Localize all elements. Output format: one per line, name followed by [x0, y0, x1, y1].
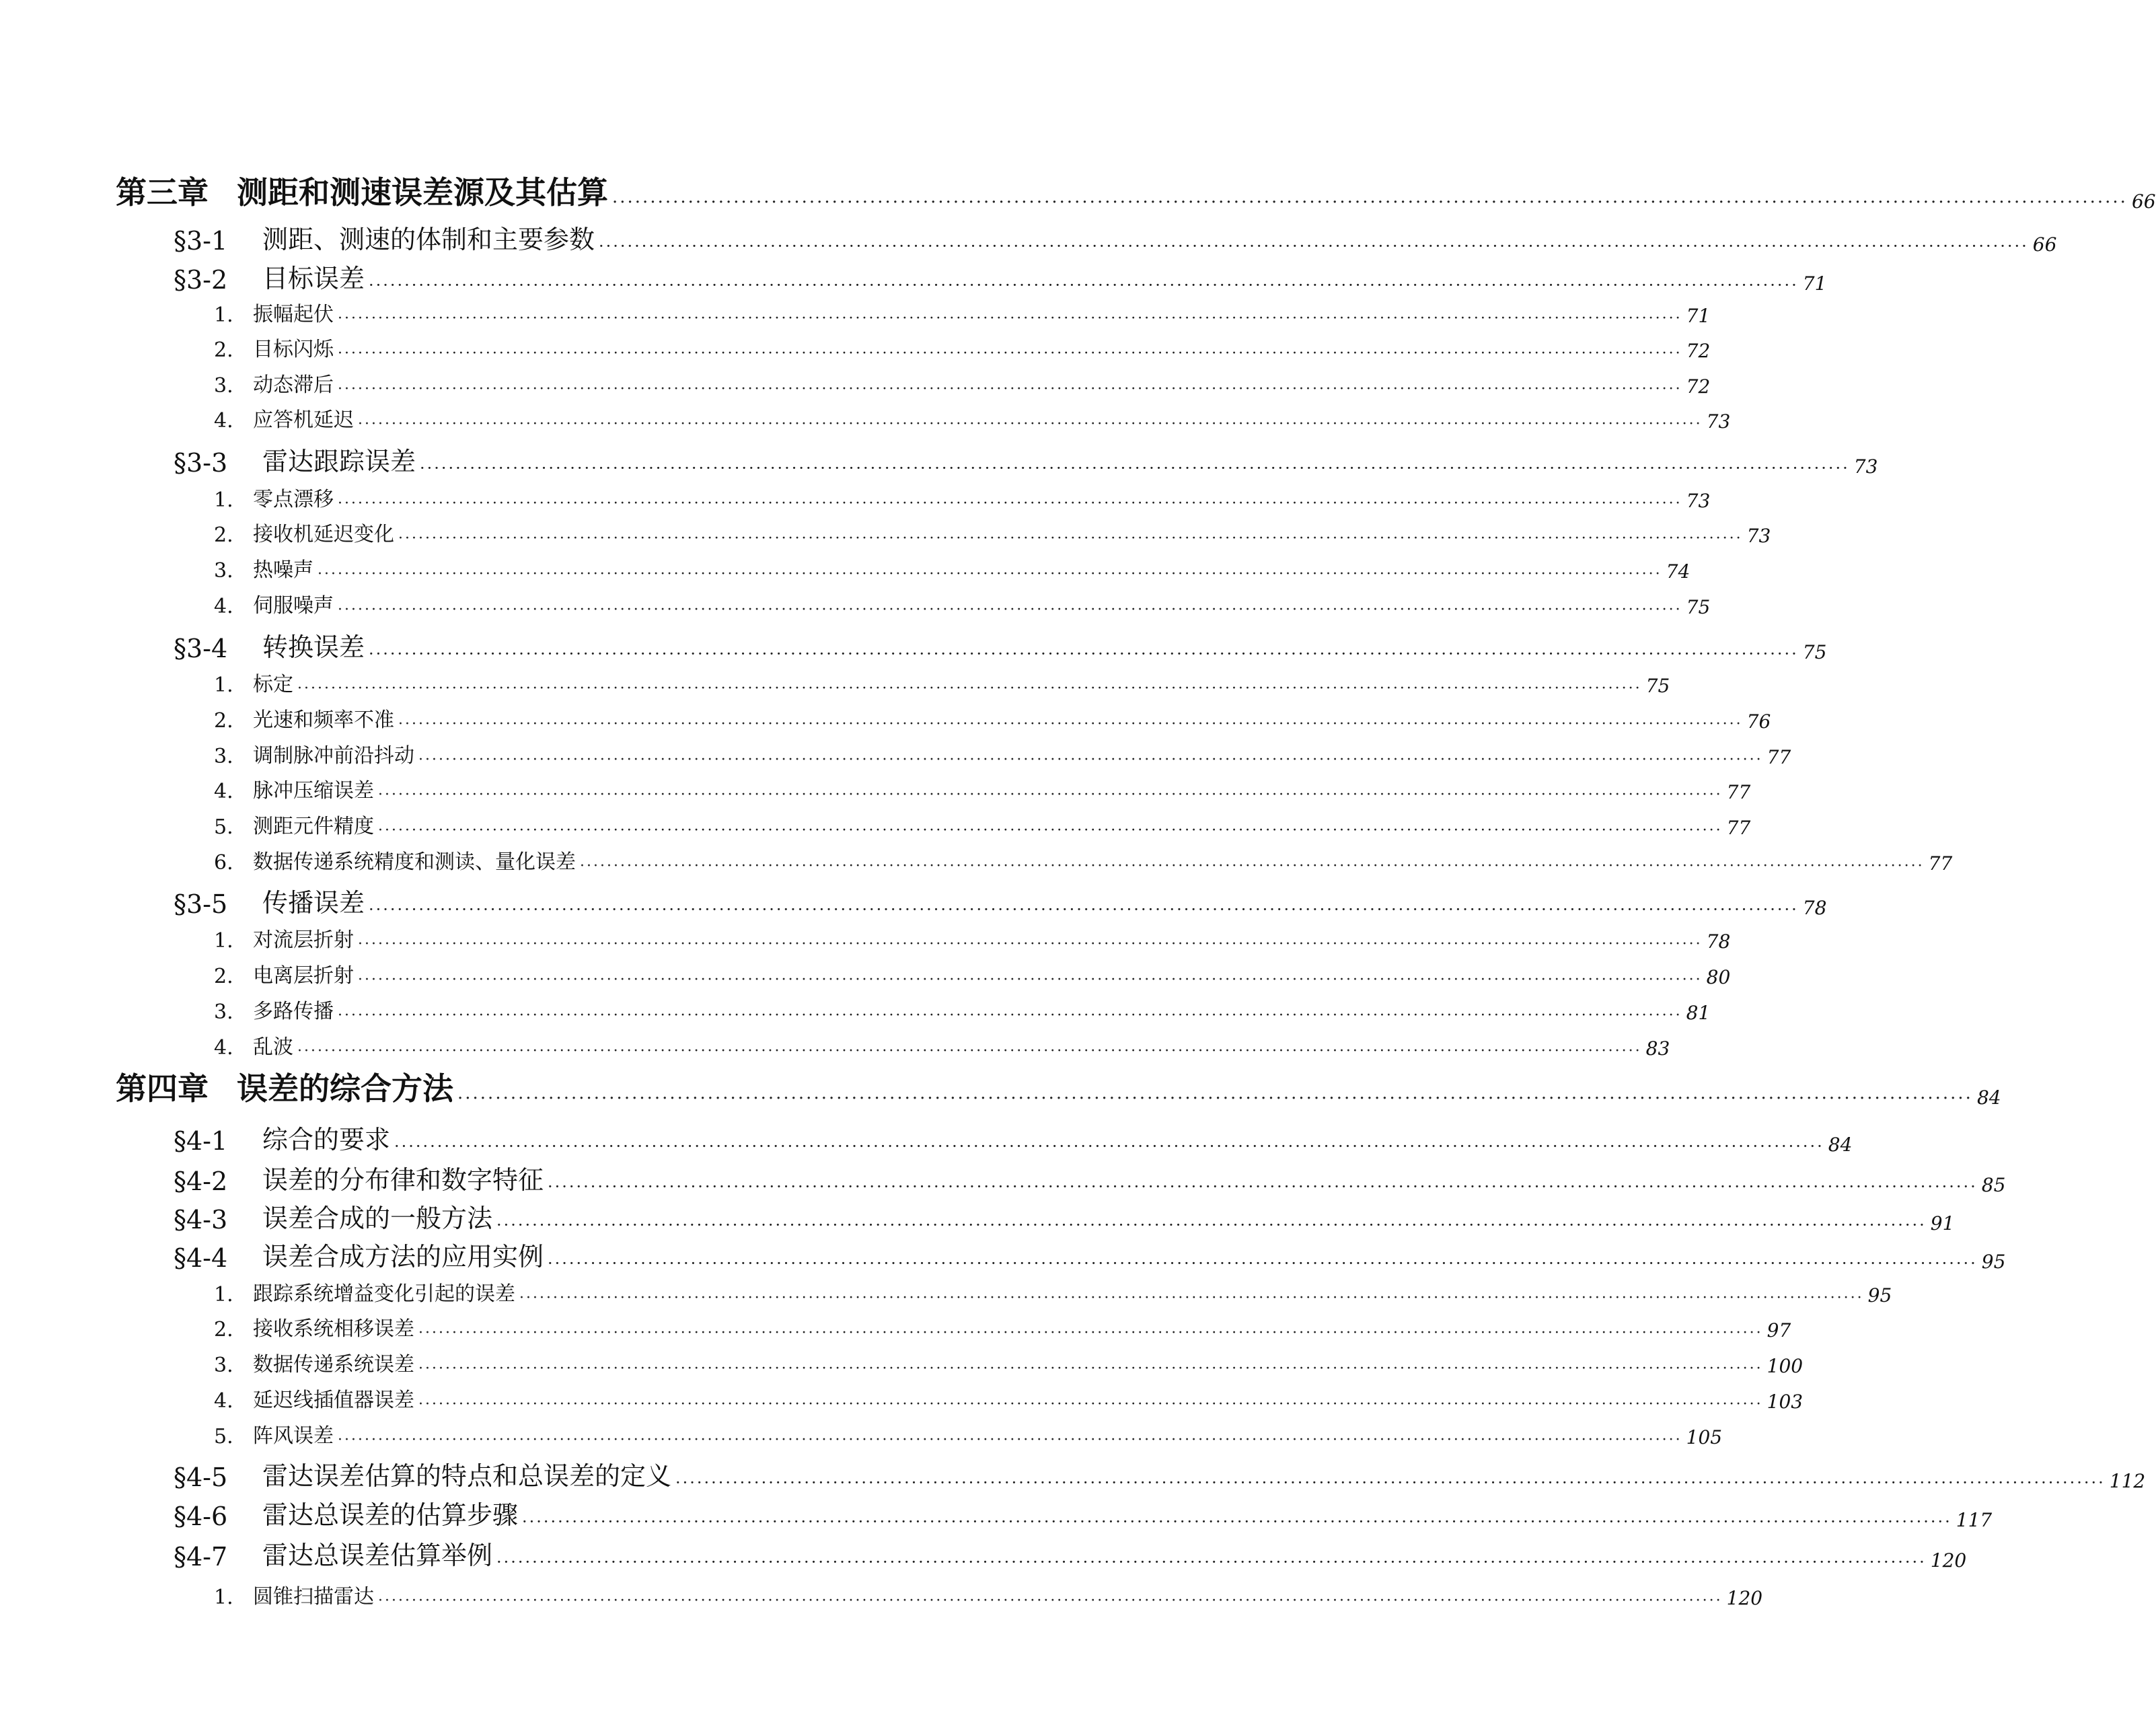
dot-leader: ········································································································································································································	[522, 1512, 1952, 1531]
toc-entry-title: 测距和测速误差源及其估算	[237, 174, 608, 211]
toc-page-number: 75	[1645, 675, 1670, 697]
dot-leader: ········································································································································································································	[338, 1432, 1682, 1448]
toc-section-row	[174, 883, 1827, 919]
toc-section-row	[174, 441, 1878, 478]
toc-page-number: 91	[1930, 1212, 1955, 1235]
dot-leader: ········································································································································································································	[599, 237, 2029, 256]
toc-chapter-row	[116, 170, 2156, 213]
toc-page-number: 117	[1956, 1509, 1993, 1531]
toc-page-number: 77	[1726, 781, 1751, 803]
toc-item-row	[214, 1276, 1892, 1306]
toc-entry-title: 综合的要求	[262, 1125, 391, 1154]
dot-leader: ········································································································································································································	[338, 1007, 1682, 1024]
toc-page-number: 77	[1726, 817, 1751, 839]
toc-page-number: 80	[1706, 966, 1731, 988]
toc-section-row	[174, 258, 1827, 295]
toc-page-number: 112	[2109, 1470, 2146, 1492]
toc-item-row	[214, 993, 1711, 1024]
dot-leader: ········································································································································································································	[457, 1089, 1973, 1109]
toc-page-number: 97	[1767, 1319, 1791, 1341]
toc-entry-title: 振幅起伏	[253, 303, 334, 326]
toc-entry-number: §4-2	[174, 1167, 228, 1196]
toc-item-row	[214, 587, 1711, 618]
toc-entry-number: 5.	[214, 815, 233, 839]
toc-page-number: 66	[2032, 233, 2057, 256]
toc-entry-number: §3-3	[174, 448, 228, 478]
toc-entry-title: 接收机延迟变化	[253, 523, 394, 546]
dot-leader: ········································································································································································································	[496, 1216, 1927, 1235]
toc-entry-title: 阵风误差	[253, 1424, 334, 1448]
dot-leader: ········································································································································································································	[378, 822, 1723, 839]
toc-section-row	[174, 1237, 2006, 1273]
dot-leader: ········································································································································································································	[612, 192, 2128, 213]
toc-entry-title: 误差的分布律和数字特征	[262, 1165, 544, 1195]
toc-entry-number: 3.	[214, 1354, 233, 1377]
toc-entry-title: 雷达总误差估算举例	[262, 1541, 493, 1570]
toc-entry-title: 热噪声	[253, 558, 313, 582]
toc-entry-number: 4.	[214, 780, 233, 803]
toc-entry-title: 光速和频率不准	[253, 708, 394, 732]
toc-entry-number: §4-1	[174, 1126, 228, 1156]
toc-entry-number: 1.	[214, 929, 233, 953]
toc-entry-number: 1.	[214, 488, 233, 512]
toc-entry-title: 误差的综合方法	[237, 1070, 453, 1107]
toc-entry-number: §4-6	[174, 1502, 228, 1531]
dot-leader: ········································································································································································································	[338, 345, 1682, 362]
toc-entry-title: 转换误差	[262, 632, 365, 662]
dot-leader: ········································································································································································································	[358, 416, 1703, 433]
toc-entry-title: 多路传播	[253, 1000, 334, 1023]
toc-section-row	[174, 1535, 1967, 1572]
dot-leader: ········································································································································································································	[394, 1137, 1824, 1156]
toc-entry-number: §4-7	[174, 1542, 228, 1572]
toc-item-row	[214, 737, 1791, 768]
toc-entry-title: 动态滞后	[253, 373, 334, 397]
toc-entry-title: 圆锥扫描雷达	[253, 1585, 374, 1609]
toc-item-row	[214, 702, 1771, 733]
toc-page-number: 78	[1802, 897, 1827, 919]
toc-page-number: 78	[1706, 930, 1731, 953]
toc-page-number: 100	[1767, 1355, 1804, 1377]
toc-entry-number: 3.	[214, 1000, 233, 1024]
dot-leader: ········································································································································································································	[369, 276, 1799, 295]
toc-item-row	[214, 1382, 1804, 1413]
dot-leader: ········································································································································································································	[519, 1290, 1864, 1306]
toc-entry-title: 误差合成的一般方法	[262, 1204, 493, 1233]
toc-entry-title: 测距元件精度	[253, 815, 374, 838]
toc-entry-title: 电离层折射	[253, 964, 354, 988]
toc-entry-number: §3-5	[174, 889, 228, 919]
toc-entry-number: §3-1	[174, 226, 228, 256]
toc-page-number: 72	[1686, 340, 1711, 362]
toc-entry-number: 1.	[214, 1586, 233, 1609]
dot-leader: ········································································································································································································	[378, 786, 1723, 803]
toc-entry-number: 4.	[214, 1389, 233, 1413]
toc-page-number: 103	[1767, 1391, 1804, 1413]
toc-entry-number: 3.	[214, 745, 233, 768]
toc-entry-title: 调制脉冲前沿抖动	[253, 744, 414, 768]
toc-entry-number: 2.	[214, 965, 233, 988]
toc-page-number: 83	[1645, 1037, 1670, 1060]
toc-item-row	[214, 331, 1711, 362]
dot-leader: ········································································································································································································	[318, 566, 1662, 583]
dot-leader: ········································································································································································································	[297, 1043, 1642, 1060]
toc-page-number: 81	[1686, 1002, 1711, 1024]
toc-item-row	[214, 922, 1731, 953]
toc-entry-number: 第四章	[116, 1070, 209, 1107]
toc-entry-title: 数据传递系统精度和测读、量化误差	[253, 850, 576, 874]
dot-leader: ········································································································································································································	[358, 936, 1703, 953]
toc-entry-title: 延迟线插值器误差	[253, 1389, 414, 1412]
toc-item-row	[214, 957, 1731, 988]
toc-item-row	[214, 296, 1711, 327]
toc-page-number: 74	[1666, 560, 1690, 583]
toc-entry-number: 4.	[214, 1036, 233, 1060]
dot-leader: ········································································································································································································	[418, 1396, 1763, 1413]
toc-item-row	[214, 808, 1751, 839]
toc-entry-number: 3.	[214, 374, 233, 398]
toc-entry-title: 接收系统相移误差	[253, 1317, 414, 1341]
toc-entry-number: 2.	[214, 709, 233, 733]
toc-item-row	[214, 1578, 1763, 1609]
toc-page-number: 72	[1686, 375, 1711, 398]
toc-section-row	[174, 1160, 2006, 1196]
toc-page-number: 73	[1746, 525, 1771, 547]
toc-entry-title: 雷达误差估算的特点和总误差的定义	[262, 1461, 672, 1491]
toc-entry-title: 目标闪烁	[253, 338, 334, 361]
dot-leader: ········································································································································································································	[369, 644, 1799, 663]
toc-entry-number: §4-5	[174, 1463, 228, 1492]
toc-page-number: 84	[1976, 1087, 2001, 1109]
toc-section-row	[174, 1198, 1955, 1235]
toc-item-row	[214, 1417, 1723, 1448]
toc-entry-title: 雷达总误差的估算步骤	[262, 1500, 519, 1530]
dot-leader: ········································································································································································································	[548, 1254, 1978, 1273]
toc-entry-number: 4.	[214, 595, 233, 618]
dot-leader: ········································································································································································································	[297, 680, 1642, 697]
dot-leader: ········································································································································································································	[418, 1325, 1763, 1341]
toc-entry-number: 1.	[214, 303, 233, 327]
dot-leader: ········································································································································································································	[418, 751, 1763, 768]
dot-leader: ········································································································································································································	[338, 601, 1682, 618]
toc-section-row	[174, 219, 2057, 256]
dot-leader: ········································································································································································································	[338, 310, 1682, 327]
toc-page-number: 120	[1930, 1549, 1967, 1572]
toc-item-row	[214, 481, 1711, 512]
toc-entry-title: 测距、测速的体制和主要参数	[262, 225, 595, 254]
toc-entry-number: 2.	[214, 1318, 233, 1341]
toc-entry-title: 目标误差	[262, 264, 365, 293]
toc-page-number: 95	[1867, 1284, 1892, 1306]
toc-item-row	[214, 1311, 1791, 1341]
toc-page-number: 76	[1746, 710, 1771, 733]
toc-page-number: 75	[1802, 641, 1827, 663]
toc-entry-title: 数据传递系统误差	[253, 1353, 414, 1376]
toc-entry-title: 雷达跟踪误差	[262, 447, 416, 476]
toc-item-row	[214, 772, 1751, 803]
toc-entry-title: 应答机延迟	[253, 408, 354, 432]
toc-entry-title: 零点漂移	[253, 488, 334, 511]
toc-page-number: 66	[2131, 190, 2156, 213]
dot-leader: ········································································································································································································	[548, 1177, 1978, 1196]
toc-entry-number: 5.	[214, 1425, 233, 1448]
toc-item-row	[214, 844, 1953, 875]
toc-entry-number: §3-2	[174, 265, 228, 295]
dot-leader: ········································································································································································································	[338, 495, 1682, 512]
dot-leader: ········································································································································································································	[580, 858, 1925, 875]
dot-leader: ········································································································································································································	[398, 716, 1743, 733]
toc-page-number: 73	[1706, 410, 1731, 433]
toc-item-row	[214, 402, 1731, 433]
toc-section-row	[174, 1495, 1993, 1531]
toc-page-number: 85	[1981, 1174, 2006, 1196]
toc-page-number: 120	[1726, 1587, 1763, 1609]
toc-page-number: 73	[1686, 490, 1711, 512]
dot-leader: ········································································································································································································	[420, 459, 1850, 478]
toc-page-number: 95	[1981, 1251, 2006, 1273]
toc-item-row	[214, 666, 1670, 697]
toc-entry-number: §3-4	[174, 634, 228, 663]
toc-item-row	[214, 1029, 1670, 1060]
toc-entry-number: 2.	[214, 523, 233, 547]
dot-leader: ········································································································································································································	[369, 900, 1799, 919]
toc-page-number: 73	[1853, 455, 1878, 478]
toc-entry-number: 3.	[214, 559, 233, 583]
toc-entry-title: 传播误差	[262, 888, 365, 918]
toc-section-row	[174, 1119, 1853, 1156]
toc-page-number: 71	[1686, 305, 1711, 327]
toc-entry-number: 第三章	[116, 174, 209, 211]
toc-page-number: 71	[1802, 272, 1827, 295]
toc-section-row	[174, 627, 1827, 663]
toc-entry-number: 4.	[214, 409, 233, 433]
toc-chapter-row	[116, 1066, 2001, 1109]
toc-entry-title: 对流层折射	[253, 928, 354, 952]
toc-section-row	[174, 1456, 2146, 1492]
toc-entry-title: 跟踪系统增益变化引起的误差	[253, 1282, 515, 1306]
dot-leader: ········································································································································································································	[418, 1360, 1763, 1377]
dot-leader: ········································································································································································································	[398, 530, 1743, 547]
toc-item-row	[214, 367, 1711, 398]
toc-page-number: 84	[1828, 1134, 1853, 1156]
toc-item-row	[214, 552, 1690, 583]
toc-page-number: 77	[1767, 746, 1791, 768]
dot-leader: ········································································································································································································	[378, 1592, 1723, 1609]
toc-entry-number: §4-3	[174, 1205, 228, 1235]
toc-page-number: 105	[1686, 1426, 1723, 1448]
toc-entry-number: 1.	[214, 1283, 233, 1306]
dot-leader: ········································································································································································································	[358, 971, 1703, 988]
toc-entry-number: 6.	[214, 851, 233, 875]
dot-leader: ········································································································································································································	[496, 1553, 1927, 1572]
toc-entry-title: 伺服噪声	[253, 594, 334, 618]
toc-item-row	[214, 516, 1771, 547]
toc-page-number: 77	[1928, 852, 1953, 875]
toc-entry-title: 标定	[253, 673, 293, 696]
dot-leader: ········································································································································································································	[675, 1473, 2106, 1492]
toc-entry-number: §4-4	[174, 1243, 228, 1273]
toc-entry-number: 2.	[214, 338, 233, 362]
toc-entry-number: 1.	[214, 673, 233, 697]
toc-entry-title: 误差合成方法的应用实例	[262, 1242, 544, 1272]
toc-page-number: 75	[1686, 596, 1711, 618]
dot-leader: ········································································································································································································	[338, 381, 1682, 398]
toc-entry-title: 脉冲压缩误差	[253, 779, 374, 803]
toc-entry-title: 乱波	[253, 1035, 293, 1059]
toc-item-row	[214, 1346, 1804, 1377]
